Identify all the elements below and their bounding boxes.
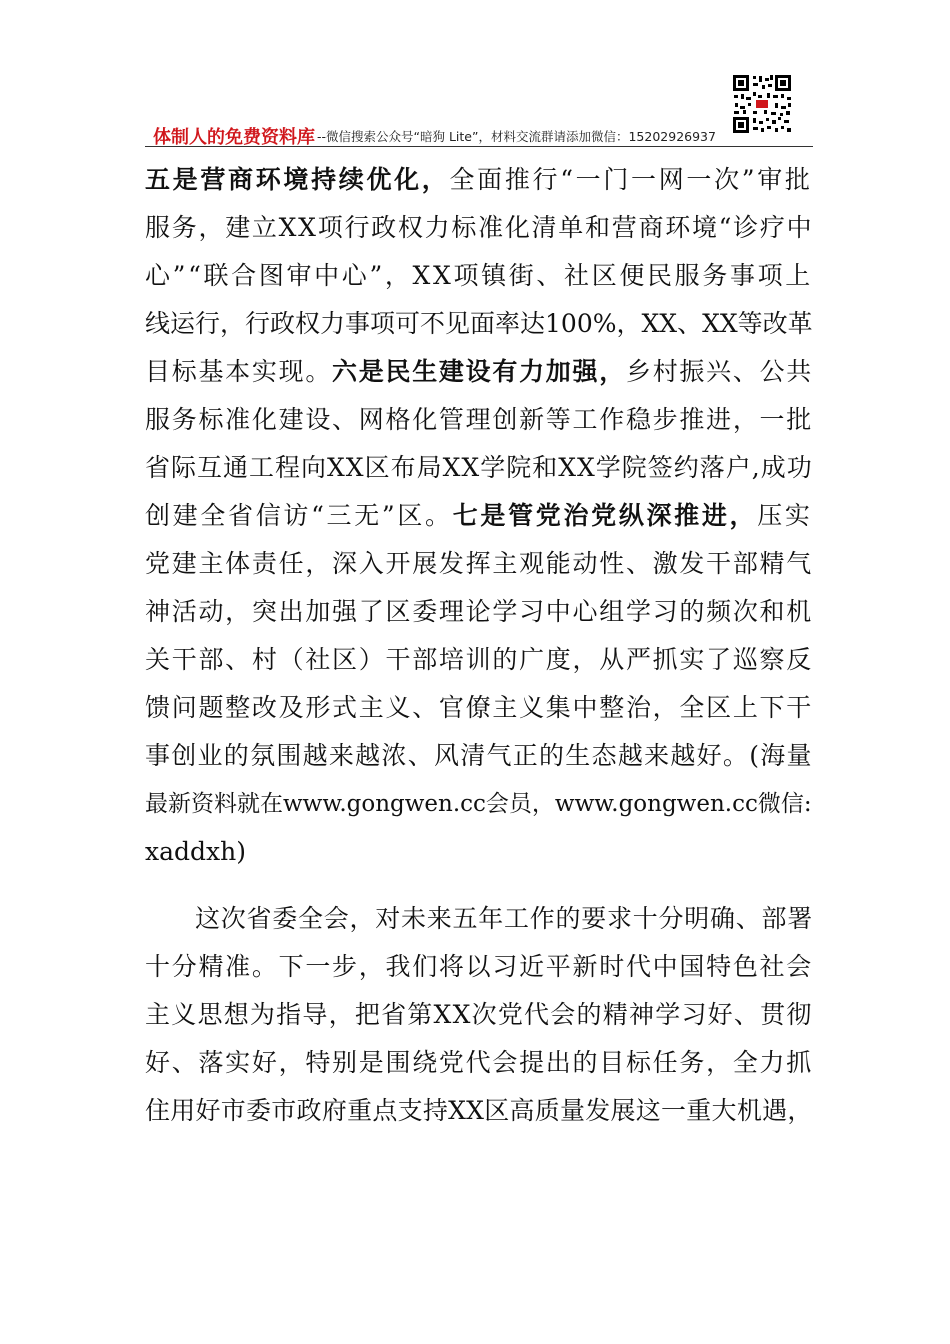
paragraph-achievements [145,156,813,876]
text-line: 住用好市委市政府重点支持XX区高质量发展这一重大机遇， [145,1096,813,1125]
text-span: 全面推行“一门一网一次”审批 [449,165,813,194]
text-line: 最新资料就在www.gongwen.cc会员，www.gongwen.cc微信: [145,791,812,817]
bold-heading-6: 六是民生建设有力加强， [332,357,626,386]
text-span: 目标基本实现。 [145,357,333,386]
bold-heading-5: 五是营商环境持续优化， [145,165,450,194]
text-span: 压实 [757,501,813,530]
text-line: 神活动，突出加强了区委理论学习中心组学习的频次和机 [145,597,814,626]
text-line: 好、落实好，特别是围绕党代会提出的目标任务，全力抓 [145,1048,814,1077]
text-line: 心”“联合图审中心”，XX项镇街、社区便民服务事项上 [145,261,813,290]
text-line: 主义思想为指导，把省第XX次党代会的精神学习好、贯彻 [145,1000,813,1029]
text-line: 服务标准化建设、网格化管理创新等工作稳步推进，一批 [145,405,814,434]
text-line: 关干部、村（社区）干部培训的广度，从严抓实了巡察反 [145,645,814,674]
document-body [145,156,813,1135]
qr-code-icon [731,73,793,135]
text-line [145,156,813,204]
text-span: 创建全省信访“三无”区。 [145,501,453,530]
text-line: xaddxh) [145,837,246,866]
text-line: 服务，建立XX项行政权力标准化清单和营商环境“诊疗中 [145,213,814,242]
text-line [145,348,813,396]
text-span: 乡村振兴、公共 [625,357,814,386]
text-line: 省际互通工程向XX区布局XX学院和XX学院签约落户,成功 [145,453,813,482]
text-line: 这次省委全会，对未来五年工作的要求十分明确、部署 [195,904,814,933]
header-divider [145,146,813,147]
text-line [145,492,813,540]
paragraph-next-steps [145,895,813,1135]
text-line: 馈问题整改及形式主义、官僚主义集中整治，全区上下干 [145,693,814,722]
bold-heading-7: 七是管党治党纵深推进， [452,501,758,530]
page-header [145,121,813,147]
brand-title: 体制人的免费资料库 [153,127,315,148]
header-notice: --微信搜索公众号“暗狗 Lite”，材料交流群请添加微信：15202926937 [317,129,716,144]
text-line: 十分精准。下一步，我们将以习近平新时代中国特色社会 [145,952,814,981]
text-line: 线运行，行政权力事项可不见面率达100%，XX、XX等改革 [145,309,813,338]
text-line: 党建主体责任，深入开展发挥主观能动性、激发干部精气 [145,549,814,578]
text-line: 事创业的氛围越来越浓、风清气正的生态越来越好。(海量 [145,741,813,770]
